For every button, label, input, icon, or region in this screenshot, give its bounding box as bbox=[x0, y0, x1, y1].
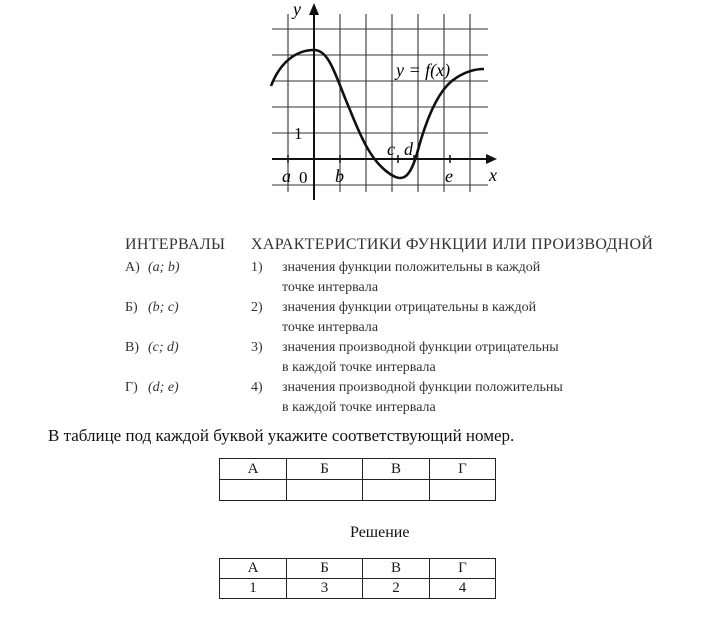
point-label-a: a bbox=[282, 166, 291, 186]
intervals-header: ИНТЕРВАЛЫ bbox=[125, 236, 226, 253]
interval-value-a: (a; b) bbox=[148, 260, 180, 275]
characteristic-text-1-cont: точке интервала bbox=[282, 280, 379, 295]
interval-value-b: (b; c) bbox=[148, 300, 179, 315]
interval-letter-b: Б) bbox=[125, 300, 138, 315]
point-label-e: e bbox=[445, 166, 453, 186]
x-axis-arrow bbox=[486, 154, 497, 164]
instruction-text: В таблице под каждой буквой укажите соответствующий номер. bbox=[48, 426, 515, 445]
answer-table-header-a: А bbox=[220, 459, 287, 480]
answer-cell-a[interactable] bbox=[220, 480, 287, 501]
function-graph bbox=[0, 0, 721, 240]
characteristics-header: ХАРАКТЕРИСТИКИ ФУНКЦИИ ИЛИ ПРОИЗВОДНОЙ bbox=[251, 236, 654, 253]
solution-title: Решение bbox=[350, 524, 410, 541]
solution-table bbox=[219, 558, 496, 599]
answer-cell-b[interactable] bbox=[287, 480, 363, 501]
point-label-d: d bbox=[404, 139, 413, 159]
characteristic-text-1: значения функции положительны в каждой bbox=[282, 260, 541, 275]
characteristic-number-2: 2) bbox=[251, 300, 263, 315]
solution-table-header-b: Б bbox=[287, 559, 363, 579]
answer-cell-c[interactable] bbox=[363, 480, 430, 501]
point-label-c: c bbox=[387, 139, 395, 159]
y-axis-arrow bbox=[309, 3, 319, 15]
characteristic-text-4-cont: в каждой точке интервала bbox=[282, 400, 436, 415]
x-axis-label: x bbox=[489, 165, 497, 185]
answer-table-header-c: В bbox=[363, 459, 430, 480]
interval-letter-d: Г) bbox=[125, 380, 138, 395]
solution-cell-b: 3 bbox=[287, 579, 363, 599]
interval-letter-c: В) bbox=[125, 340, 139, 355]
characteristic-number-4: 4) bbox=[251, 380, 263, 395]
origin-label: 0 bbox=[299, 168, 308, 187]
solution-table-header-d: Г bbox=[430, 559, 496, 579]
point-label-b: b bbox=[335, 166, 344, 186]
solution-cell-a: 1 bbox=[220, 579, 287, 599]
y-axis-label: y bbox=[293, 0, 301, 19]
characteristic-text-2: значения функции отрицательны в каждой bbox=[282, 300, 537, 315]
answer-cell-d[interactable] bbox=[430, 480, 496, 501]
curve-label: y = f(x) bbox=[396, 60, 451, 80]
answer-table bbox=[219, 458, 496, 501]
characteristic-text-3-cont: в каждой точке интервала bbox=[282, 360, 436, 375]
interval-letter-a: А) bbox=[125, 260, 140, 275]
unit-label: 1 bbox=[294, 124, 303, 143]
characteristic-number-3: 3) bbox=[251, 340, 263, 355]
solution-table-header-a: А bbox=[220, 559, 287, 579]
characteristic-text-3: значения производной функции отрицательны bbox=[282, 340, 559, 355]
solution-table-header-c: В bbox=[363, 559, 430, 579]
characteristic-text-4: значения производной функции положительны bbox=[282, 380, 563, 395]
answer-table-header-b: Б bbox=[287, 459, 363, 480]
characteristic-text-2-cont: точке интервала bbox=[282, 320, 379, 335]
answer-table-header-d: Г bbox=[430, 459, 496, 480]
solution-cell-d: 4 bbox=[430, 579, 496, 599]
interval-value-c: (c; d) bbox=[148, 340, 179, 355]
interval-value-d: (d; e) bbox=[148, 380, 179, 395]
characteristic-number-1: 1) bbox=[251, 260, 263, 275]
solution-cell-c: 2 bbox=[363, 579, 430, 599]
